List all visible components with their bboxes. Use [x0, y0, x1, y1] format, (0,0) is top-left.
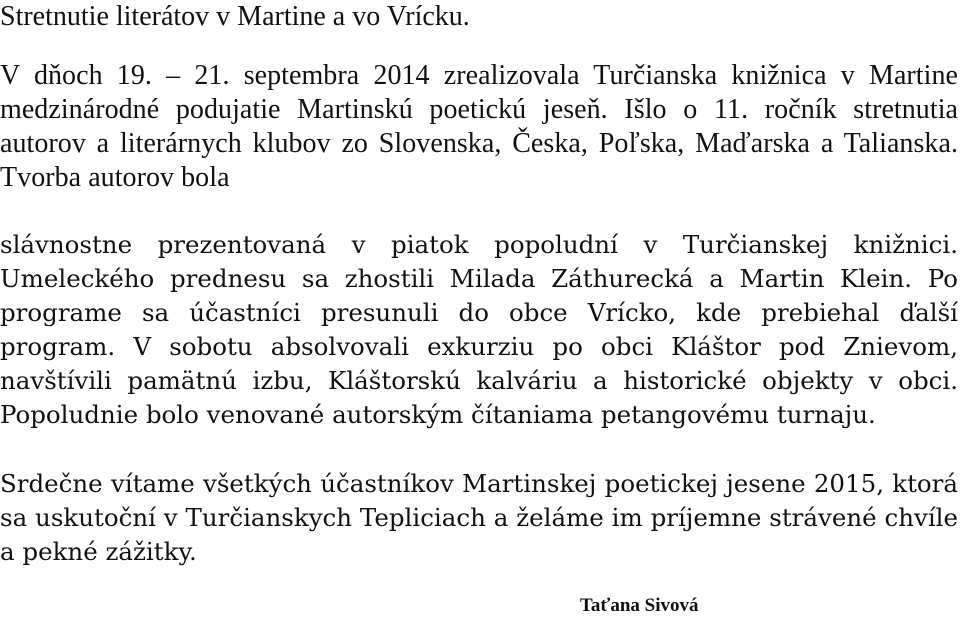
- author-signature: Taťana Sivová: [580, 595, 699, 616]
- paragraph-intro: V dňoch 19. – 21. septembra 2014 zrealizovala Turčianska knižnica v Martine medzinárodné podujatie Martinskú poetickú jeseň. Išlo o 11. ročník stretnutia autorov a literárnych klubov zo Slovenska, Česka, Poľska, Maďarska a Talianska. Tvorba autorov bola: [0, 60, 958, 193]
- article-title: Stretnutie literátov v Martine a vo Vrícku.: [0, 1, 470, 32]
- paragraph-invitation: Srdečne vítame všetkých účastníkov Martinskej poetickej jesene 2015, ktorá sa uskutoční v Turčianskych Tepliciach a želáme im príjemne strávené chvíle a pekné zážitky.: [0, 469, 958, 566]
- paragraph-program: slávnostne prezentovaná v piatok popoludní v Turčianskej knižnici. Umeleckého prednesu sa zhostili Milada Záthurecká a Martin Klein. Po programe sa účastníci presunuli do obce Vrícko, kde prebiehal ďalší program. V sobotu absolvovali exkurziu po obci Kláštor pod Znievom, navštívili pamätnú izbu, Kláštorskú kalváriu a historické objekty v obci. Popoludnie bolo venované autorským čítaniama petangovému turnaju.: [0, 230, 958, 429]
